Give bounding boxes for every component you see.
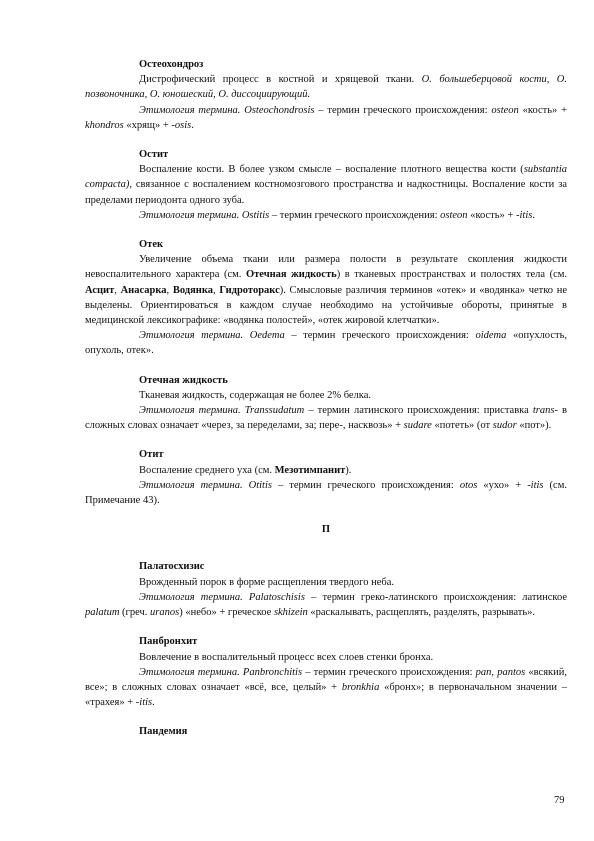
entry-definition: Тканевая жидкость, содержащая не более 2% белка. bbox=[139, 389, 372, 401]
entry-etymology: Этимология термина. Palatoschisis – термин греко-латинского происхождения: латинское palatum (греч. uranos) «небо» + греческое skhizein «раскалывать, расщеплять, разделять, разрывать». bbox=[85, 591, 567, 619]
entries-section-p bbox=[85, 559, 567, 739]
entries-section-o bbox=[85, 57, 567, 508]
cross-reference-term: Гидроторакс bbox=[219, 284, 280, 296]
dictionary-entry bbox=[85, 447, 567, 508]
entry-term: Остит bbox=[139, 149, 169, 161]
entry-etymology: Этимология термина. Otitis – термин греческого происхождения: otos «ухо» + -itis (см. Примечание 43). bbox=[85, 479, 567, 507]
entry-etymology: Этимология термина. Ostitis – термин греческого происхождения: osteon «кость» + -itis. bbox=[139, 209, 535, 221]
entry-term: Отит bbox=[139, 449, 164, 461]
entry-definition: Дистрофический процесс в костной и хрящевой ткани. О. большеберцовой кости, О. позвоночника, О. юношеский, О. диссоциирующий. bbox=[85, 74, 567, 101]
entry-etymology: Этимология термина. Transsudatum – термин латинского происхождения: приставка trans- в сложных словах означает «через, за переделами, за; пере-, насквозь» + sudare «потеть» (от sudor «пот»). bbox=[85, 405, 567, 432]
entry-definition: Вовлечение в воспалительный процесс всех слоев стенки бронха. bbox=[139, 651, 434, 663]
entry-etymology: Этимология термина. Osteochondrosis – термин греческого происхождения: osteon «кость» + khondros «хрящ» + -osis. bbox=[85, 104, 568, 131]
entry-definition: Воспаление кости. В более узком смысле – воспаление плотного вещества кости (substantia compacta), связанное с воспалением костномозгового пространства и надкостницы. Воспаление кости за пределами периодонта одного зуба. bbox=[85, 164, 567, 206]
page-number: 79 bbox=[554, 795, 565, 806]
document-page bbox=[85, 57, 567, 754]
entry-term: Остеохондроз bbox=[139, 59, 204, 70]
cross-reference-term: Водянка bbox=[172, 284, 213, 296]
entry-definition: Врожденный порок в форме расщепления твердого неба. bbox=[139, 576, 394, 588]
dictionary-entry bbox=[85, 559, 567, 620]
dictionary-entry bbox=[85, 634, 567, 710]
dictionary-entry bbox=[85, 57, 567, 133]
cross-reference-term: Анасарка bbox=[120, 284, 167, 296]
section-letter: П bbox=[321, 524, 331, 536]
dictionary-entry bbox=[85, 147, 567, 223]
entry-term: Пандемия bbox=[139, 726, 188, 738]
entry-etymology: Этимология термина. Oedema – термин греческого происхождения: oidema «опухлость, опухоль, отек». bbox=[85, 330, 567, 357]
entry-definition: Воспаление среднего уха (см. Мезотимпанит). bbox=[139, 464, 352, 476]
entry-term: Палатосхизис bbox=[139, 561, 205, 573]
dictionary-entry bbox=[85, 373, 567, 434]
cross-reference-term: Асцит bbox=[85, 284, 115, 296]
dictionary-entry bbox=[85, 237, 567, 359]
dictionary-entry bbox=[85, 724, 567, 739]
entry-term: Отек bbox=[139, 239, 164, 251]
entry-definition: Увеличение объема ткани или размера полости в результате скопления жидкости невоспалительного характера (см. Отечная жидкость) в тканевых пространствах и полостях тела (см. Асцит, Анасарка, Водянка, Гидроторакс). Смысловые различия терминов «отек» и «водянка» четко не выделены. Ориентироваться в каждом случае необходимо на устойчивые обороты, принятые в медицинской лексикографике: «водянка полостей», «отек жировой клетчатки». bbox=[85, 254, 568, 327]
entry-etymology: Этимология термина. Panbronchitis – термин греческого происхождения: pan, pantos «всякий, все»; в сложных словах означает «всё, все, целый» + bronkhia «бронх»; в первоначальном значении – «трахея» + -itis. bbox=[85, 666, 568, 709]
entry-term: Отечная жидкость bbox=[139, 374, 228, 386]
entry-term: Панбронхит bbox=[139, 636, 198, 648]
cross-reference-term: Мезотимпанит bbox=[274, 464, 346, 476]
cross-reference-term: Отечная жидкость bbox=[245, 269, 337, 281]
